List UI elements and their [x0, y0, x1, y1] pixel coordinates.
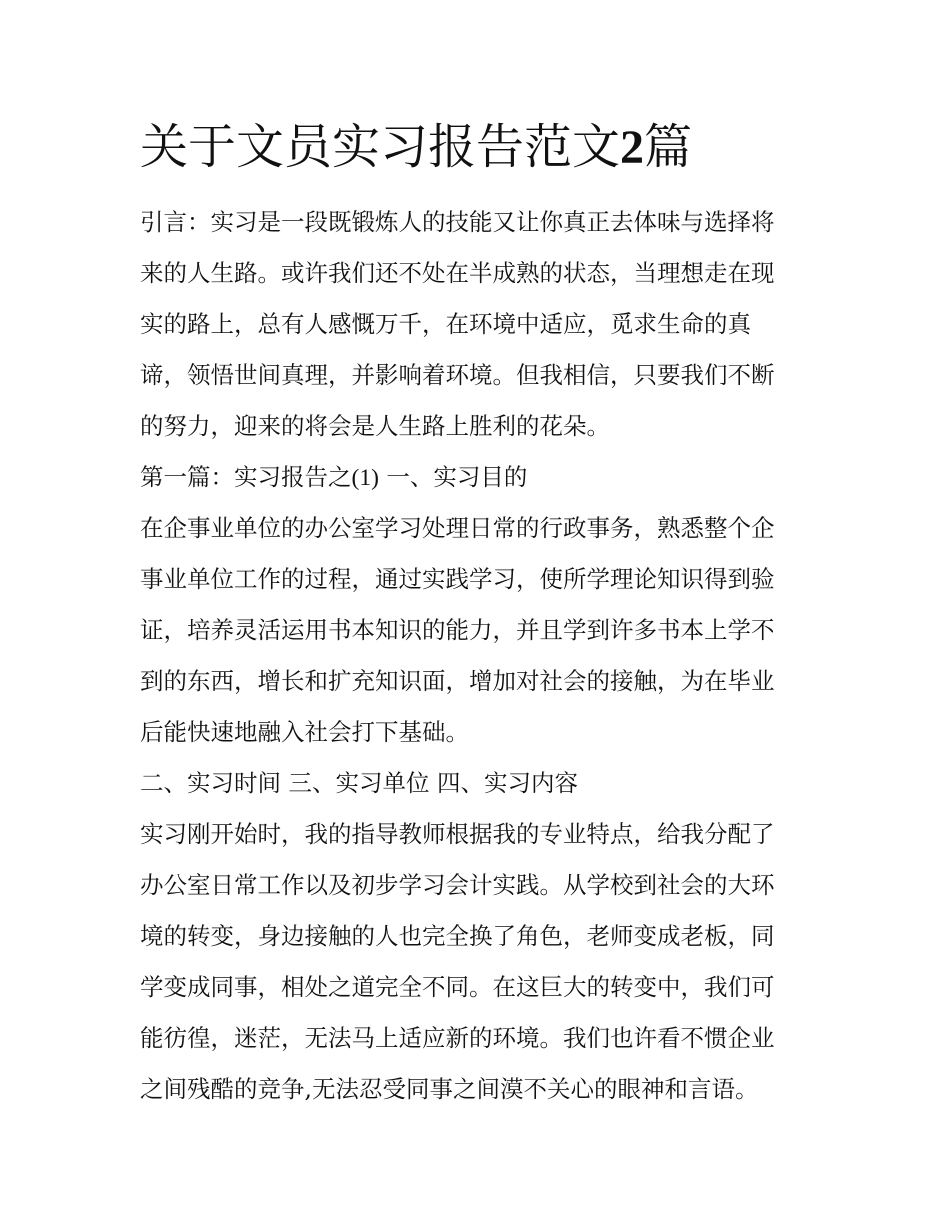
- content-line-6: 之间残酷的竞争,无法忍受同事之间漠不关心的眼神和言语。: [140, 1075, 759, 1103]
- intro-line-1: 引言：实习是一段既锻炼人的技能又让你真正去体味与选择将: [140, 208, 775, 236]
- content-line-5: 能彷徨，迷茫，无法马上适应新的环境。我们也许看不惯企业: [140, 1024, 775, 1052]
- purpose-line-4: 到的东西，增长和扩充知识面，增加对社会的接触，为在毕业: [140, 667, 775, 695]
- sections-line: 二、实习时间 三、实习单位 四、实习内容: [140, 769, 578, 797]
- content-line-4: 学变成同事，相处之道完全不同。在这巨大的转变中，我们可: [140, 973, 775, 1001]
- content-line-1: 实习刚开始时，我的指导教师根据我的专业特点，给我分配了: [140, 820, 775, 848]
- intro-line-5: 的努力，迎来的将会是人生路上胜利的花朵。: [140, 412, 610, 440]
- purpose-line-5: 后能快速地融入社会打下基础。: [140, 718, 469, 746]
- section1-heading: [140, 460, 820, 495]
- intro-line-4: 谛，领悟世间真理，并影响着环境。但我相信，只要我们不断: [140, 361, 775, 389]
- purpose-line-3: 证，培养灵活运用书本知识的能力，并且学到许多书本上学不: [140, 616, 775, 644]
- intro-line-2: 来的人生路。或许我们还不处在半成熟的状态，当理想走在现: [140, 259, 775, 287]
- title-number: 2: [620, 121, 645, 174]
- document-title: [140, 112, 820, 183]
- intro-line-3: 实的路上，总有人感慨万千，在环境中适应，觅求生命的真: [140, 310, 751, 338]
- section1-heading-a: 第一篇：实习报告之: [140, 463, 352, 491]
- section1-heading-b: 一、实习目的: [378, 463, 528, 491]
- purpose-line-2: 事业单位工作的过程，通过实践学习，使所学理论知识得到验: [140, 565, 775, 593]
- title-suffix: 篇: [644, 119, 693, 175]
- title-prefix: 关于文员实习报告范文: [140, 119, 621, 175]
- content-line-3: 境的转变，身边接触的人也完全换了角色，老师变成老板，同: [140, 922, 775, 950]
- section1-heading-num: (1): [351, 465, 379, 491]
- purpose-line-1: 在企事业单位的办公室学习处理日常的行政事务，熟悉整个企: [140, 514, 775, 542]
- content-line-2: 办公室日常工作以及初步学习会计实践。从学校到社会的大环: [140, 871, 775, 899]
